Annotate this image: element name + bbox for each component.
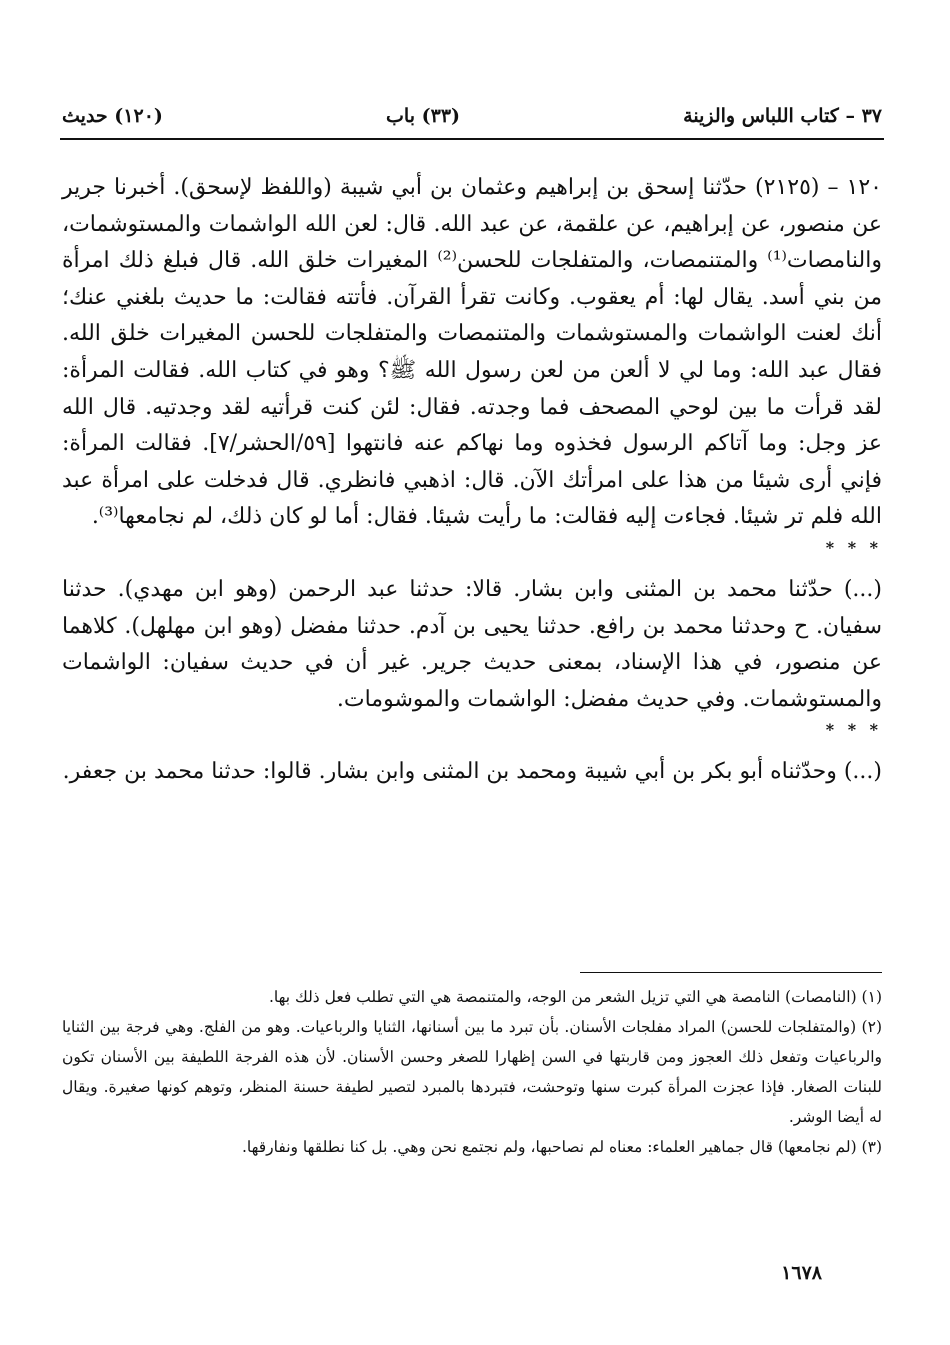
hadith-paragraph-1: ١٢٠ – (٢١٢٥) حدّثنا إسحق بن إبراهيم وعثمان بن أبي شيبة (واللفظ لإسحق). أخبرنا جرير عن منصور، عن إبراهيم، عن علقمة، عن عبد الله. قال: لعن الله الواشمات والمستوشمات، والنامصات⁽¹⁾ والمتنمصات، والمتفلجات للحسن⁽²⁾ المغيرات خلق الله. قال فبلغ ذلك امرأة من بني أسد. يقال لها: أم يعقوب. وكانت تقرأ القرآن. فأتته فقالت: ما حديث بلغني عنك؛ أنك لعنت الواشمات والمستوشمات والمتنمصات والمتفلجات للحسن المغيرات خلق الله. فقال عبد الله: وما لي لا ألعن من لعن رسول الله ﷺ؟ وهو في كتاب الله. فقالت المرأة: لقد قرأت ما بين لوحي المصحف فما وجدته. فقال: لئن كنت قرأتيه لقد وجدتيه. قال الله عز وجل: وما آتاكم الرسول فخذوه وما نهاكم عنه فانتهوا [٥٩/الحشر/٧]. فقالت المرأة: فإني أرى شيئا من هذا على امرأتك الآن. قال: اذهبي فانظري. قال فدخلت على امرأة عبد الله فلم تر شيئا. فجاءت إليه فقالت: ما رأيت شيئا. فقال: أما لو كان ذلك، لم نجامعها⁽³⁾. <box>62 175 883 530</box>
header-book-title: ٣٧ – كتاب اللباس والزينة <box>683 105 882 127</box>
header-hadith-number: (١٢٠) حديث <box>62 105 163 127</box>
page-number: ١٦٧٨ <box>781 1262 822 1284</box>
footnote-2: (٢) (والمتفلجات للحسن) المراد مفلجات الأسنان. بأن تبرد ما بين أسنانها، الثنايا والرباعيات. وهو من الفلج. وهي فرجة بين الثنايا والرباعيات وتفعل ذلك العجوز ومن قاربتها في السن إظهارا للصغر وحسن الأسنان. لأن هذه الفرجة اللطيفة بين الأسنان تكون للبنات الصغار. فإذا عجزت المرأة كبرت سنها وتوحشت، فتبردها بالمبرد لتصير لطيفة حسنة المنظر، وتوهم كونها صغيرة. ويقال له أيضا الوشر. <box>62 1018 882 1126</box>
header-divider <box>60 138 884 140</box>
header-chapter: (٣٣) باب <box>386 105 461 127</box>
hadith-paragraph-2: (...) حدّثنا محمد بن المثنى وابن بشار. قالا: حدثنا عبد الرحمن (وهو ابن مهدي). حدثنا سفيان. ح وحدثنا محمد بن رافع. حدثنا يحيى بن آدم. حدثنا مفضل (وهو ابن مهلهل). كلاهما عن منصور، في هذا الإسناد، بمعنى حديث جرير. غير أن في حديث سفيان: الواشمات والمستوشمات. وفي حديث مفضل: الواشمات والموشومات. <box>62 576 882 712</box>
section-separator-2: * * * <box>825 720 882 740</box>
hadith-paragraph-3: (...) وحدّثناه أبو بكر بن أبي شيبة ومحمد بن المثنى وابن بشار. قالوا: حدثنا محمد بن جعفر. <box>62 759 882 785</box>
footnotes <box>62 982 882 1162</box>
footnote-divider <box>580 972 882 973</box>
running-header <box>62 96 882 136</box>
section-separator: * * * <box>825 537 882 557</box>
footnote-1: (١) (النامصات) النامصة هي التي تزيل الشعر من الوجه، والمتنمصة هي التي تطلب فعل ذلك بها. <box>268 988 882 1006</box>
main-text <box>62 170 882 791</box>
footnote-3: (٣) (لم نجامعها) قال جماهير العلماء: معناه لم نصاحبها، ولم نجتمع نحن وهي. بل كنا نطلقها ونفارقها. <box>241 1138 882 1156</box>
